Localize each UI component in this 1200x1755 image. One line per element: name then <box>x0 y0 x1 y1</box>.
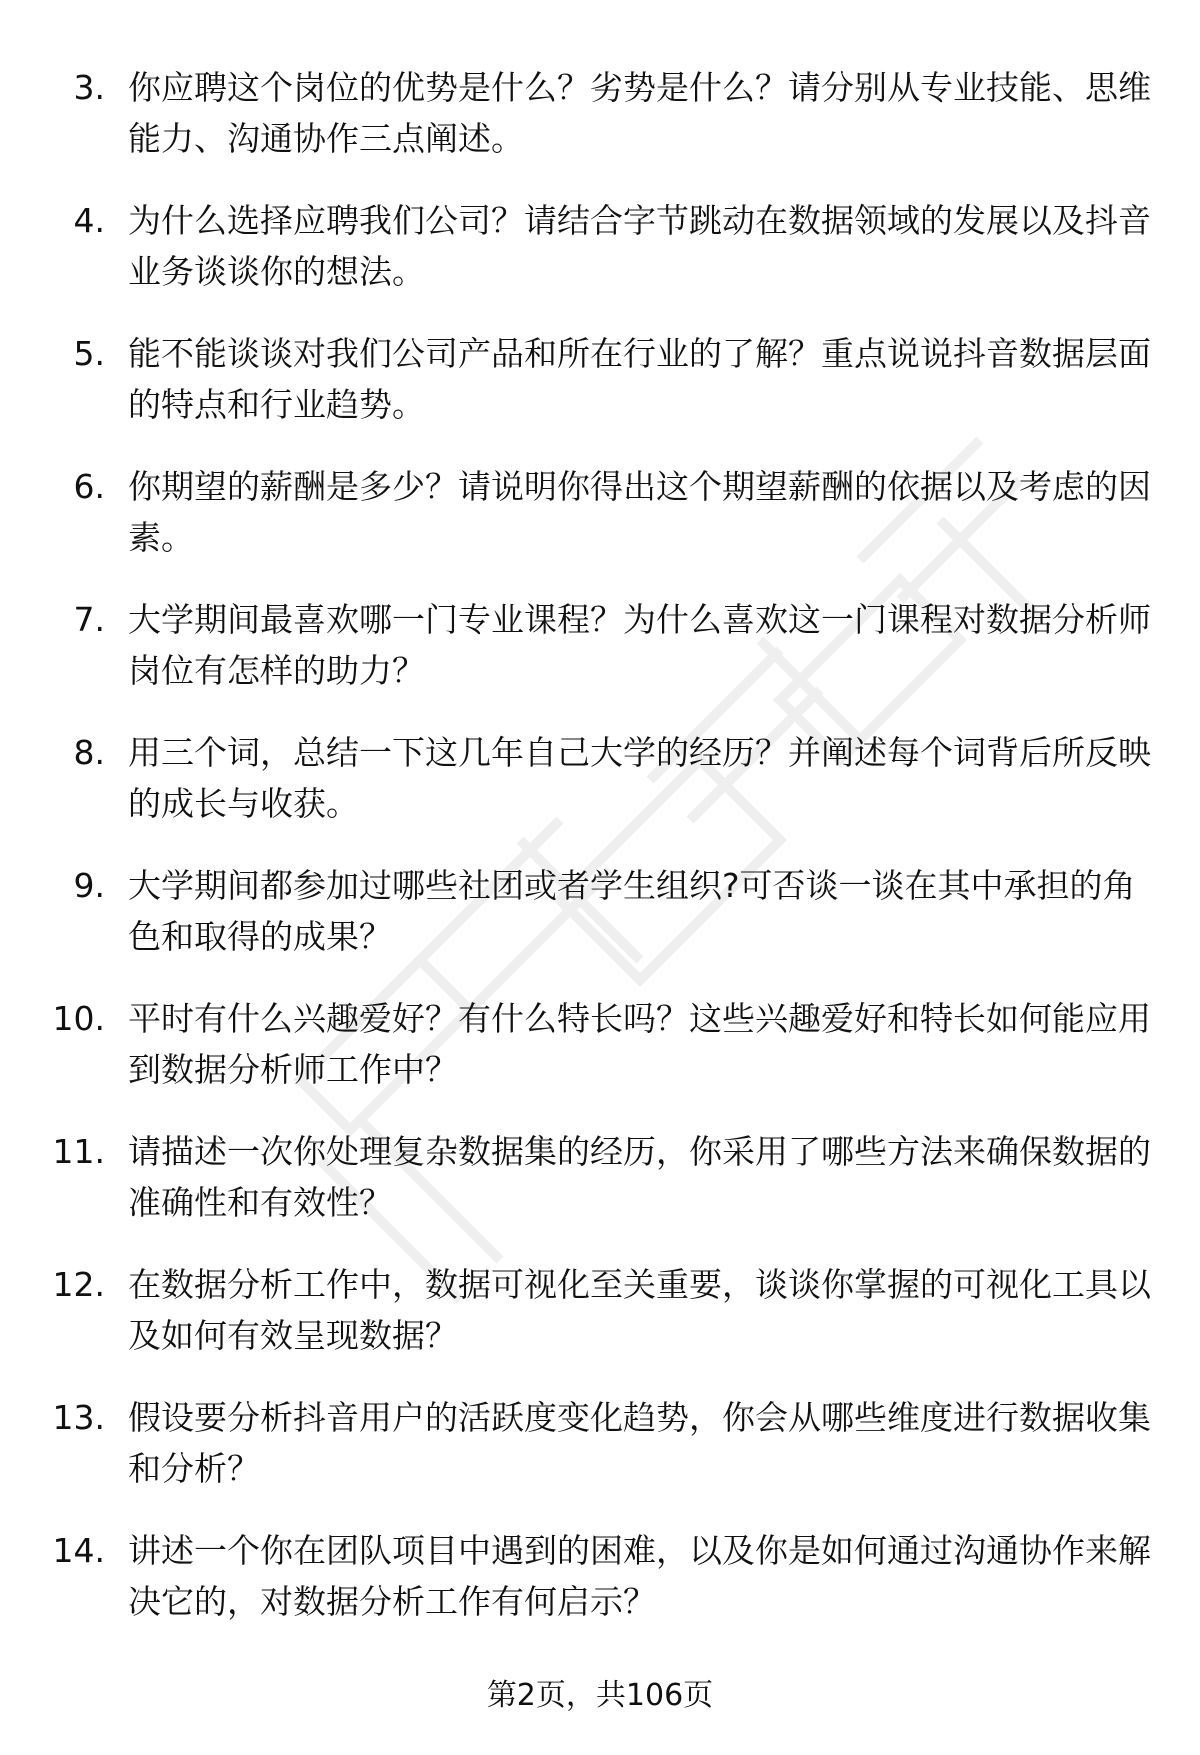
question-text: 你应聘这个岗位的优势是什么？劣势是什么？请分别从专业技能、思维能力、沟通协作三点阐述。 <box>128 68 1151 158</box>
question-number: 6. <box>73 467 105 506</box>
question-number: 7. <box>73 600 105 639</box>
list-item <box>0 594 1200 727</box>
list-item <box>0 195 1200 328</box>
question-text: 用三个词，总结一下这几年自己大学的经历？并阐述每个词背后所反映的成长与收获。 <box>128 733 1151 823</box>
question-list <box>0 62 1200 1658</box>
question-text: 讲述一个你在团队项目中遇到的困难，以及你是如何通过沟通协作来解决它的，对数据分析工作有何启示？ <box>128 1531 1151 1621</box>
question-text: 假设要分析抖音用户的活跃度变化趋势，你会从哪些维度进行数据收集和分析？ <box>128 1398 1151 1488</box>
question-number: 14. <box>52 1531 105 1570</box>
question-number: 3. <box>73 68 105 107</box>
list-item <box>0 860 1200 993</box>
list-item <box>0 328 1200 461</box>
question-number: 4. <box>73 201 105 240</box>
page-number: 第2页，共106页 <box>486 1678 714 1713</box>
list-item <box>0 727 1200 860</box>
list-item <box>0 1525 1200 1658</box>
list-item <box>0 1392 1200 1525</box>
question-number: 9. <box>73 866 105 905</box>
question-text: 在数据分析工作中，数据可视化至关重要，谈谈你掌握的可视化工具以及如何有效呈现数据？ <box>128 1265 1151 1355</box>
list-item <box>0 62 1200 195</box>
list-item <box>0 1259 1200 1392</box>
question-text: 请描述一次你处理复杂数据集的经历，你采用了哪些方法来确保数据的准确性和有效性？ <box>128 1132 1151 1222</box>
question-number: 5. <box>73 334 105 373</box>
question-text: 为什么选择应聘我们公司？请结合字节跳动在数据领域的发展以及抖音业务谈谈你的想法。 <box>128 201 1151 291</box>
question-number: 8. <box>73 733 105 772</box>
question-text: 大学期间最喜欢哪一门专业课程？为什么喜欢这一门课程对数据分析师岗位有怎样的助力？ <box>128 600 1151 690</box>
question-text: 大学期间都参加过哪些社团或者学生组织?可否谈一谈在其中承担的角色和取得的成果？ <box>128 866 1136 956</box>
question-number: 11. <box>52 1132 105 1171</box>
question-text: 能不能谈谈对我们公司产品和所在行业的了解？重点说说抖音数据层面的特点和行业趋势。 <box>128 334 1151 424</box>
list-item <box>0 1126 1200 1259</box>
question-text: 平时有什么兴趣爱好？有什么特长吗？这些兴趣爱好和特长如何能应用到数据分析师工作中？ <box>128 999 1151 1089</box>
question-text: 你期望的薪酬是多少？请说明你得出这个期望薪酬的依据以及考虑的因素。 <box>128 467 1151 557</box>
list-item <box>0 461 1200 594</box>
list-item <box>0 993 1200 1126</box>
question-number: 13. <box>52 1398 105 1437</box>
question-number: 10. <box>52 999 105 1038</box>
question-number: 12. <box>52 1265 105 1304</box>
